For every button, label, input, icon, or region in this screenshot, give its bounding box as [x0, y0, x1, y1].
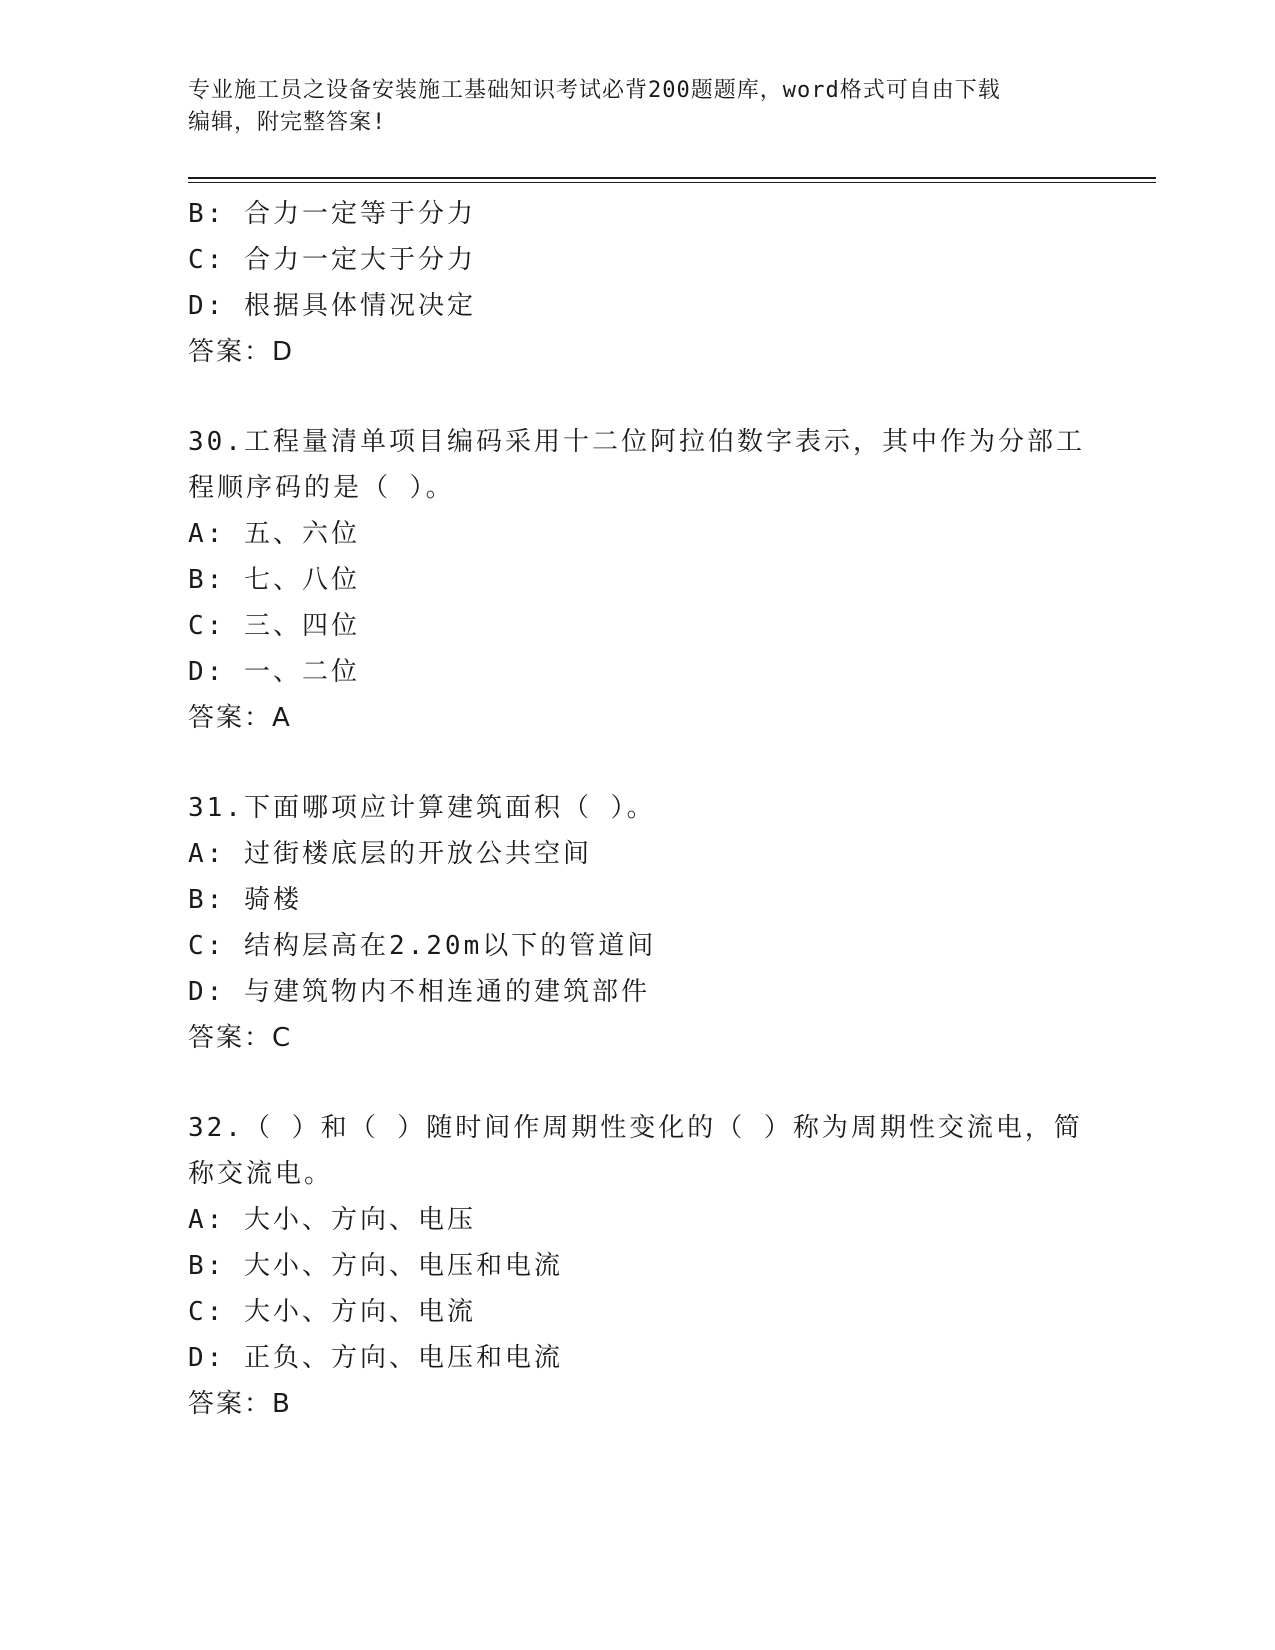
option-b: B: 合力一定等于分力 — [188, 199, 476, 229]
document-header — [188, 75, 1088, 139]
question-stem-line-2: 称交流电。 — [188, 1159, 334, 1189]
question-spacer — [188, 375, 1088, 419]
option-b: B: 大小、方向、电压和电流 — [188, 1251, 563, 1281]
option-c: C: 三、四位 — [188, 611, 360, 641]
question-spacer — [188, 1061, 1088, 1105]
option-a: A: 大小、方向、电压 — [188, 1205, 476, 1235]
answer-line: 答案：B — [188, 1389, 292, 1419]
header-divider-thin — [188, 182, 1156, 183]
answer-line: 答案：C — [188, 1023, 293, 1053]
option-d: D: 正负、方向、电压和电流 — [188, 1343, 563, 1373]
option-b: B: 七、八位 — [188, 565, 360, 595]
question-stem-line-1: 31.下面哪项应计算建筑面积（ ）。 — [188, 793, 656, 823]
answer-line: 答案：A — [188, 703, 292, 733]
question-stem-line-1: 32.（ ）和（ ）随时间作周期性变化的（ ）称为周期性交流电，简 — [188, 1113, 1083, 1143]
option-d: D: 与建筑物内不相连通的建筑部件 — [188, 977, 650, 1007]
answer-line: 答案：D — [188, 337, 295, 367]
question-32 — [188, 1105, 1088, 1427]
question-stem-line-1: 30.工程量清单项目编码采用十二位阿拉伯数字表示，其中作为分部工 — [188, 427, 1085, 457]
question-stem-line-2: 程顺序码的是（ ）。 — [188, 473, 455, 503]
option-a: A: 过街楼底层的开放公共空间 — [188, 839, 592, 869]
question-29-partial — [188, 191, 1088, 375]
question-30 — [188, 419, 1088, 741]
question-31 — [188, 785, 1088, 1061]
option-c: C: 合力一定大于分力 — [188, 245, 476, 275]
option-c: C: 大小、方向、电流 — [188, 1297, 476, 1327]
option-c: C: 结构层高在2.20m以下的管道间 — [188, 931, 657, 961]
option-d: D: 一、二位 — [188, 657, 360, 687]
header-divider-thick — [188, 177, 1156, 179]
option-b: B: 骑楼 — [188, 885, 302, 915]
header-title-line-1: 专业施工员之设备安装施工基础知识考试必背200题题库，word格式可自由下载 — [188, 78, 1001, 103]
question-list — [188, 191, 1088, 1427]
question-spacer — [188, 741, 1088, 785]
header-title-line-2: 编辑，附完整答案! — [188, 110, 387, 135]
option-d: D: 根据具体情况决定 — [188, 291, 476, 321]
option-a: A: 五、六位 — [188, 519, 360, 549]
